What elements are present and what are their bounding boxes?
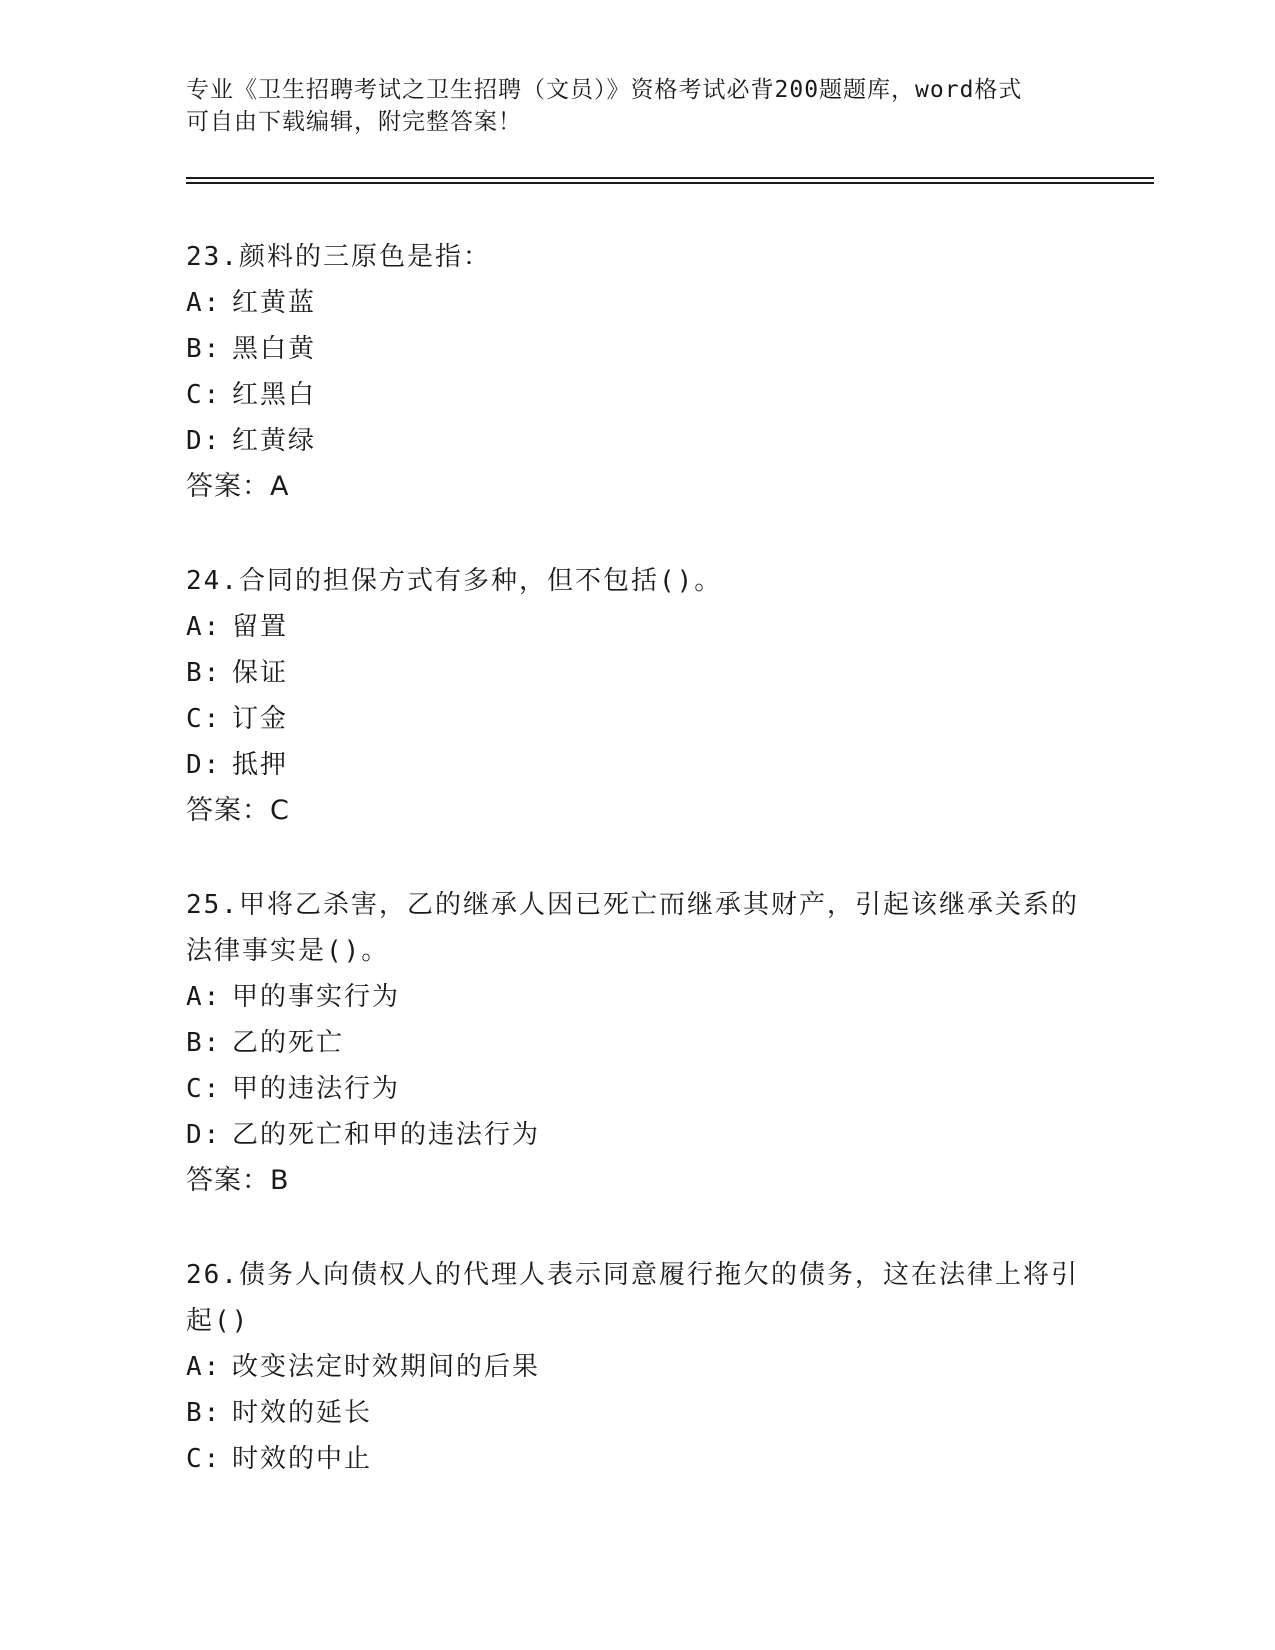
- option-key: C:: [186, 704, 222, 734]
- option-text: 红黑白: [232, 380, 317, 410]
- option-text: 甲的违法行为: [232, 1074, 401, 1104]
- answer-line: 答案：C: [186, 795, 290, 826]
- option-key: C:: [186, 1074, 222, 1104]
- option-b: [186, 650, 1086, 696]
- question-stem: 25.甲将乙杀害，乙的继承人因已死亡而继承其财产，引起该继承关系的法律事实是()。: [186, 890, 1079, 966]
- option-text: 抵押: [232, 750, 289, 780]
- option-text: 红黄蓝: [232, 288, 317, 318]
- option-key: B:: [186, 1398, 222, 1428]
- question-list: [186, 234, 1086, 1530]
- option-key: B:: [186, 658, 222, 688]
- option-text: 时效的中止: [232, 1444, 373, 1474]
- header-title-line1: 专业《卫生招聘考试之卫生招聘（文员）》资格考试必背200题题库，word格式: [186, 77, 1023, 103]
- document-header: [186, 74, 1086, 138]
- option-b: [186, 1390, 1086, 1436]
- option-c: [186, 1066, 1086, 1112]
- question-stem: 23.颜料的三原色是指：: [186, 242, 491, 272]
- header-title-line2: 可自由下载编辑，附完整答案！: [186, 109, 522, 135]
- option-text: 甲的事实行为: [232, 982, 401, 1012]
- option-key: B:: [186, 1028, 222, 1058]
- option-text: 留置: [232, 612, 289, 642]
- option-a: [186, 1344, 1086, 1390]
- answer-line: 答案：B: [186, 1165, 290, 1196]
- option-d: [186, 1112, 1086, 1158]
- option-key: C:: [186, 380, 222, 410]
- option-key: A:: [186, 612, 222, 642]
- option-key: A:: [186, 1352, 222, 1382]
- question-stem: 24.合同的担保方式有多种，但不包括()。: [186, 566, 723, 596]
- option-key: C:: [186, 1444, 222, 1474]
- option-a: [186, 974, 1086, 1020]
- option-key: D:: [186, 1120, 222, 1150]
- option-text: 黑白黄: [232, 334, 317, 364]
- option-c: [186, 372, 1086, 418]
- question-24: [186, 558, 1086, 834]
- option-c: [186, 1436, 1086, 1482]
- header-divider-bottom: [186, 182, 1154, 184]
- question-25: [186, 882, 1086, 1204]
- option-key: B:: [186, 334, 222, 364]
- option-text: 时效的延长: [232, 1398, 373, 1428]
- option-a: [186, 604, 1086, 650]
- option-d: [186, 742, 1086, 788]
- option-c: [186, 696, 1086, 742]
- question-stem: 26.债务人向债权人的代理人表示同意履行拖欠的债务，这在法律上将引起(): [186, 1260, 1079, 1336]
- option-b: [186, 1020, 1086, 1066]
- option-key: D:: [186, 426, 222, 456]
- option-d: [186, 418, 1086, 464]
- option-key: A:: [186, 982, 222, 1012]
- option-key: D:: [186, 750, 222, 780]
- question-23: [186, 234, 1086, 510]
- option-text: 乙的死亡和甲的违法行为: [232, 1120, 541, 1150]
- option-a: [186, 280, 1086, 326]
- answer-line: 答案：A: [186, 471, 290, 502]
- option-text: 保证: [232, 658, 289, 688]
- option-text: 改变法定时效期间的后果: [232, 1352, 541, 1382]
- option-b: [186, 326, 1086, 372]
- question-26: [186, 1252, 1086, 1482]
- option-text: 乙的死亡: [232, 1028, 345, 1058]
- option-text: 订金: [232, 704, 289, 734]
- option-key: A:: [186, 288, 222, 318]
- header-divider-top: [186, 177, 1154, 179]
- option-text: 红黄绿: [232, 426, 317, 456]
